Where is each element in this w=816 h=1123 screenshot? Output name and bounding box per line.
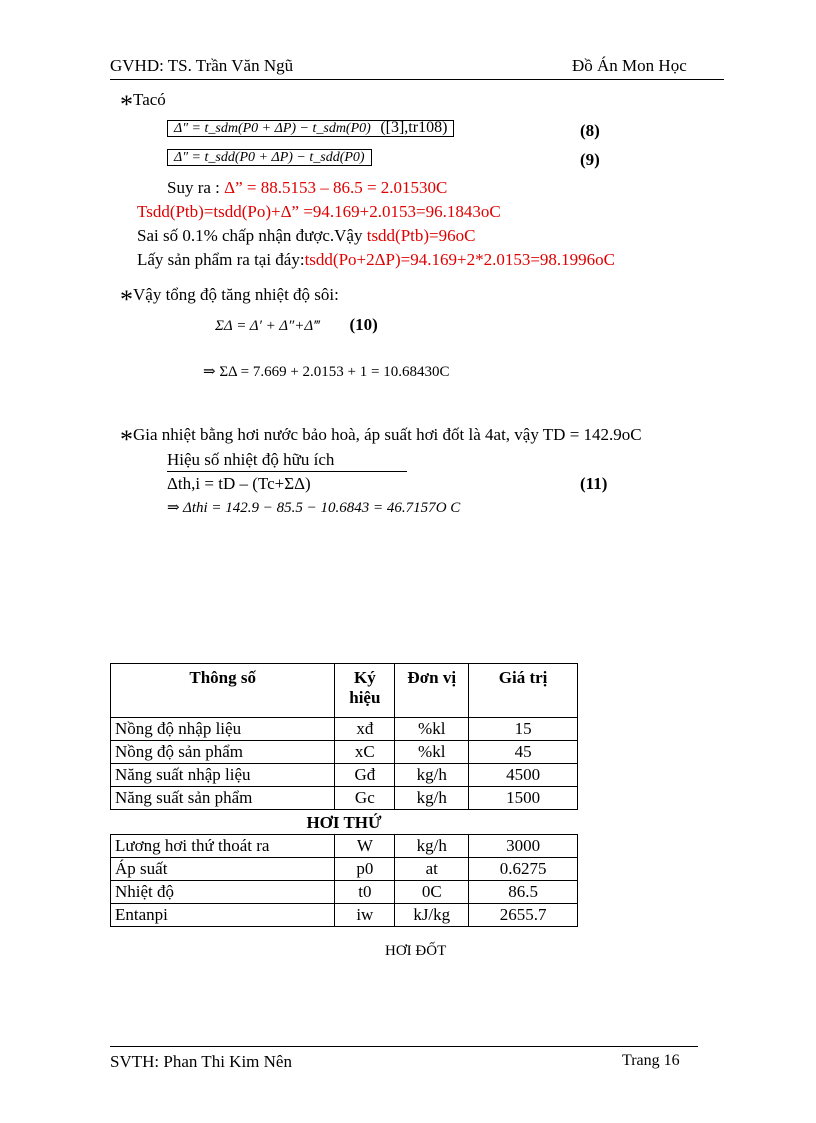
table-cell-name: Áp suất xyxy=(111,858,335,881)
table-row xyxy=(111,787,578,810)
equation-11-number: (11) xyxy=(580,474,608,493)
header-left: GVHD: TS. Trần Văn Ngũ xyxy=(110,56,294,75)
footer-rule xyxy=(110,1046,698,1047)
table-row xyxy=(111,741,578,764)
table-cell-unit: at xyxy=(395,858,469,881)
equation-8-number: (8) xyxy=(580,121,600,140)
equation-11-result xyxy=(167,498,460,517)
table-cell-value: 0.6275 xyxy=(469,858,578,881)
header-rule xyxy=(110,79,724,80)
equation-10-result-unit: 0C xyxy=(431,364,450,380)
table-header-row xyxy=(111,664,578,718)
table-cell-name: Nhiệt độ xyxy=(111,881,335,904)
footer-left: SVTH: Phan Thi Kim Nên xyxy=(110,1052,292,1071)
suy-ra-value: Δ” = 88.5153 – 86.5 = 2.0153 xyxy=(224,178,428,197)
table-cell-name: Nồng độ sản phẩm xyxy=(111,741,335,764)
section-taco xyxy=(120,90,166,119)
table-cell-value: 45 xyxy=(469,741,578,764)
table-cell-symbol: xđ xyxy=(335,718,395,741)
table-cell-unit: kg/h xyxy=(395,764,469,787)
table-cell-symbol: Gc xyxy=(335,787,395,810)
table-cell-symbol: Gđ xyxy=(335,764,395,787)
page-number: Trang 16 xyxy=(622,1052,680,1069)
table-section-hoi-dot: HƠI ĐỐT xyxy=(385,943,447,959)
lay-san-pham-text: Lấy sản phẩm ra tại đáy: xyxy=(137,250,305,269)
table-cell-name: Entanpi xyxy=(111,904,335,927)
equation-11-result-text: ⇒ Δthi = 142.9 − 85.5 − 10.6843 = 46.7157 xyxy=(167,500,436,516)
equation-11: Δth,i = tD – (Tc+ΣΔ) xyxy=(167,474,311,493)
lay-san-pham-line xyxy=(137,250,615,270)
sai-so-line xyxy=(137,226,475,246)
equation-10-number: (10) xyxy=(349,315,378,334)
hieu-so-subtitle: Hiệu số nhiệt độ hữu ích xyxy=(167,450,407,472)
lay-san-pham-value: tsdd(Po+2ΔP)=94.169+2*2.0153=98.1996oC xyxy=(304,250,616,269)
table-cell-name: Lương hơi thứ thoát ra xyxy=(111,835,335,858)
table-row xyxy=(111,858,578,881)
table-cell-unit: 0C xyxy=(395,881,469,904)
table-cell-value: 3000 xyxy=(469,835,578,858)
table-cell-symbol: xC xyxy=(335,741,395,764)
table-cell-name: Năng suất nhập liệu xyxy=(111,764,335,787)
suy-ra-line xyxy=(167,178,447,198)
table-cell-unit: kJ/kg xyxy=(395,904,469,927)
equation-10-text: ΣΔ = Δ′ + Δ″+Δ‴ xyxy=(215,318,320,334)
equation-8-text: Δ″ = t_sdm(P0 + ΔP) − t_sdm(P0) xyxy=(174,121,371,136)
table-cell-unit: kg/h xyxy=(395,787,469,810)
table-row xyxy=(111,764,578,787)
header-right: Đồ Án Mon Học xyxy=(572,56,687,75)
table-section-hoi-thu xyxy=(111,810,578,835)
equation-9 xyxy=(167,148,372,166)
table-cell-value: 1500 xyxy=(469,787,578,810)
equation-8-box xyxy=(167,120,454,137)
tong-do-tang-title: Vậy tổng độ tăng nhiệt độ sôi: xyxy=(133,285,339,304)
equation-11-result-unit: O C xyxy=(435,500,461,516)
table-row xyxy=(111,904,578,927)
suy-ra-unit: 0C xyxy=(427,178,448,197)
table-cell-unit: %kl xyxy=(395,718,469,741)
tsdd-line: Tsdd(Ptb)=tsdd(Po)+Δ” =94.169+2.0153=96.1843oC xyxy=(137,202,501,221)
table-cell-symbol: t0 xyxy=(335,881,395,904)
asterisk-icon: * xyxy=(120,425,133,454)
table-cell-value: 4500 xyxy=(469,764,578,787)
table-cell-name: Nồng độ nhập liệu xyxy=(111,718,335,741)
equation-8 xyxy=(167,119,454,137)
equation-8-ref: ([3],tr108) xyxy=(380,119,448,136)
table-header-ky-hieu: Ký hiệu xyxy=(335,664,395,718)
equation-10 xyxy=(215,315,378,335)
table-cell-symbol: iw xyxy=(335,904,395,927)
table-section-label: HƠI THỨ xyxy=(111,810,578,835)
equation-10-result-text: ⇒ ΣΔ = 7.669 + 2.0153 + 1 = 10.6843 xyxy=(203,364,432,380)
table-cell-unit: kg/h xyxy=(395,835,469,858)
sai-so-value: tsdd(Ptb)=96oC xyxy=(366,226,476,245)
table-cell-unit: %kl xyxy=(395,741,469,764)
section-gia-nhiet xyxy=(120,425,642,454)
table-cell-name: Năng suất sản phẩm xyxy=(111,787,335,810)
table-cell-symbol: p0 xyxy=(335,858,395,881)
parameter-table xyxy=(110,663,578,927)
asterisk-icon: * xyxy=(120,285,133,314)
suy-ra-label: Suy ra : xyxy=(167,178,225,197)
equation-9-box: Δ″ = t_sdd(P0 + ΔP) − t_sdd(P0) xyxy=(167,149,372,166)
table-cell-value: 2655.7 xyxy=(469,904,578,927)
sai-so-text: Sai số 0.1% chấp nhận được.Vậy xyxy=(137,226,367,245)
section-tong-do-tang xyxy=(120,285,339,314)
table-row xyxy=(111,718,578,741)
table-cell-value: 86.5 xyxy=(469,881,578,904)
table-cell-value: 15 xyxy=(469,718,578,741)
table-header-thong-so: Thông số xyxy=(111,664,335,718)
asterisk-icon: * xyxy=(120,90,133,119)
equation-10-result xyxy=(203,362,449,381)
table-row xyxy=(111,881,578,904)
gia-nhiet-title: Gia nhiệt bằng hơi nước bảo hoà, áp suất hơi đốt là 4at, vậy TD = 142.9oC xyxy=(133,425,642,444)
table-cell-symbol: W xyxy=(335,835,395,858)
table-row xyxy=(111,835,578,858)
table-header-gia-tri: Giá trị xyxy=(469,664,578,718)
equation-9-number: (9) xyxy=(580,150,600,169)
table-header-don-vi: Đơn vị xyxy=(395,664,469,718)
taco-title: Tacó xyxy=(133,90,166,109)
